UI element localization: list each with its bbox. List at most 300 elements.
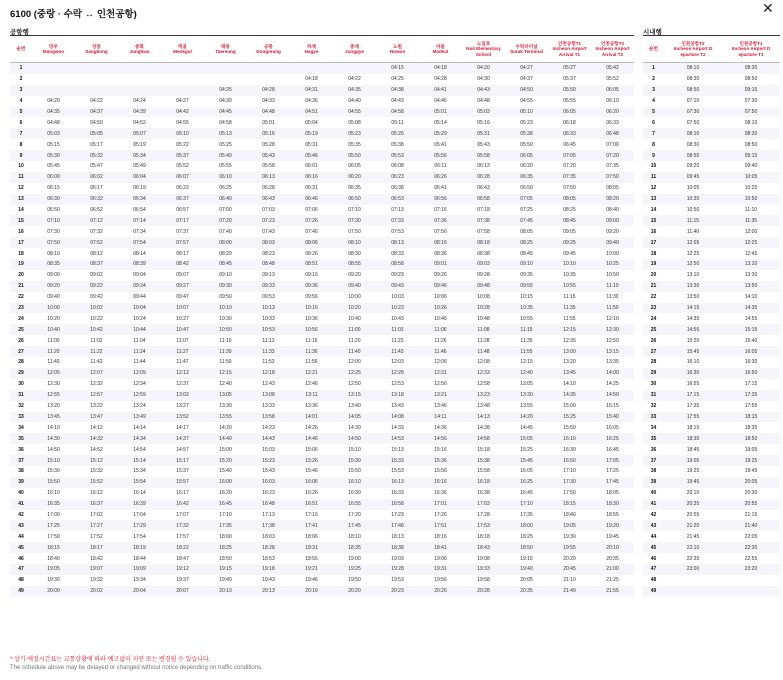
- departure-time: 17:10: [219, 511, 232, 518]
- departure-time: 13:24: [133, 403, 146, 410]
- departure-time: [333, 63, 376, 74]
- departure-time: 05:58: [262, 163, 275, 170]
- departure-time: 07:20: [204, 215, 247, 226]
- departure-time: 09:07: [176, 272, 189, 279]
- row-number: 4: [19, 98, 23, 105]
- departure-time: 13:15: [333, 390, 376, 401]
- departure-time: [722, 586, 780, 597]
- departure-time: 19:45: [744, 468, 758, 475]
- departure-time: 16:20: [219, 490, 232, 497]
- departure-time: 08:10: [47, 250, 60, 257]
- departure-time: 07:30: [664, 107, 722, 118]
- departure-time: 09:10: [722, 85, 780, 96]
- departure-time: 10:00: [606, 250, 619, 257]
- departure-time: 14:35: [548, 390, 591, 401]
- departure-time: 05:03: [32, 128, 75, 139]
- departure-time: 20:55: [686, 511, 700, 518]
- departure-time: 13:22: [90, 403, 103, 410]
- departure-time: 19:37: [176, 577, 189, 584]
- departure-time: 16:33: [391, 490, 404, 497]
- departure-time: 12:40: [505, 368, 548, 379]
- table-row: [643, 390, 780, 401]
- departure-time: 05:07: [118, 128, 161, 139]
- departure-time: 15:26: [290, 455, 333, 466]
- departure-time: 07:52: [75, 237, 118, 248]
- departure-time: 14:26: [305, 424, 318, 431]
- departure-time: [664, 586, 722, 597]
- departure-time: 08:35: [32, 259, 75, 270]
- departure-time: 04:27: [176, 98, 189, 105]
- departure-time: 05:10: [161, 128, 204, 139]
- table-row: [10, 586, 634, 597]
- departure-time: 08:05: [548, 194, 591, 205]
- departure-time: 15:33: [376, 455, 419, 466]
- column-header: 수락터미널 Surak Terminal: [505, 36, 548, 63]
- departure-time: 15:32: [90, 468, 103, 475]
- departure-time: 05:14: [434, 119, 447, 126]
- departure-time: 04:55: [176, 119, 189, 126]
- departure-time: 07:45: [505, 215, 548, 226]
- departure-time: 15:50: [32, 477, 75, 488]
- departure-time: 18:10: [348, 533, 361, 540]
- departure-time: 11:20: [348, 337, 361, 344]
- departure-time: 20:13: [247, 586, 290, 597]
- row-number: 14: [650, 207, 657, 214]
- departure-time: 06:43: [477, 185, 490, 192]
- departure-time: 15:40: [219, 468, 232, 475]
- table-row: [10, 215, 634, 226]
- departure-time: 14:00: [591, 368, 634, 379]
- departure-time: 14:08: [376, 412, 419, 423]
- departure-time: 21:10: [563, 577, 576, 584]
- row-number: 4: [652, 98, 655, 105]
- departure-time: 17:15: [744, 381, 758, 388]
- departure-time: 17:00: [47, 511, 60, 518]
- departure-time: 06:10: [606, 98, 619, 105]
- row-number: 31: [643, 390, 664, 401]
- departure-time: 06:50: [520, 185, 533, 192]
- row-number: 33: [643, 412, 664, 423]
- departure-time: 13:10: [722, 259, 780, 270]
- departure-time: 11:15: [505, 324, 548, 335]
- departure-time: 19:56: [434, 577, 447, 584]
- departure-time: 18:25: [204, 542, 247, 553]
- departure-time: 13:20: [47, 403, 60, 410]
- departure-time: 06:02: [75, 172, 118, 183]
- departure-time: 06:19: [133, 185, 146, 192]
- airport-bound-timetable: [10, 35, 634, 597]
- departure-time: 14:30: [348, 424, 361, 431]
- row-number: 10: [650, 163, 657, 170]
- departure-time: 21:40: [548, 586, 591, 597]
- table-row: [643, 205, 780, 216]
- departure-time: 05:58: [462, 150, 505, 161]
- table-row: [10, 553, 634, 564]
- departure-time: 16:23: [262, 490, 275, 497]
- departure-time: 18:00: [505, 520, 548, 531]
- departure-time: 21:55: [591, 586, 634, 597]
- departure-time: 04:43: [462, 85, 505, 96]
- departure-time: 07:00: [219, 207, 232, 214]
- departure-time: 13:43: [391, 403, 404, 410]
- row-number: 11: [643, 172, 664, 183]
- departure-time: 20:00: [32, 586, 75, 597]
- departure-time: 14:40: [204, 433, 247, 444]
- departure-time: 04:37: [75, 107, 118, 118]
- departure-time: 14:20: [505, 412, 548, 423]
- departure-time: 11:15: [664, 215, 722, 226]
- departure-time: 14:43: [247, 433, 290, 444]
- table-row: [643, 150, 780, 161]
- row-number: 46: [650, 555, 657, 562]
- table-row: [643, 161, 780, 172]
- departure-time: 13:46: [434, 403, 447, 410]
- departure-time: 19:55: [548, 542, 591, 553]
- departure-time: 16:14: [133, 490, 146, 497]
- table-row: [643, 259, 780, 270]
- row-number: 21: [643, 281, 664, 292]
- departure-time: 15:00: [563, 403, 576, 410]
- departure-time: 04:52: [133, 119, 146, 126]
- departure-time: 11:28: [477, 337, 490, 344]
- departure-time: 13:21: [419, 390, 462, 401]
- departure-time: 16:38: [477, 490, 490, 497]
- departure-time: 10:50: [686, 207, 700, 214]
- departure-time: 09:20: [686, 163, 700, 170]
- departure-time: 05:01: [262, 119, 275, 126]
- row-number: 33: [10, 412, 32, 423]
- departure-time: 07:53: [391, 228, 404, 235]
- departure-time: 17:50: [563, 490, 576, 497]
- column-header: 인천공항T1 Incheon Airport D eparture T1: [722, 36, 780, 63]
- departure-time: 08:30: [686, 141, 700, 148]
- departure-time: 19:05: [744, 446, 758, 453]
- departure-time: 15:10: [348, 446, 361, 453]
- row-number: 7: [10, 128, 32, 139]
- departure-time: 19:25: [686, 468, 700, 475]
- departure-time: 17:55: [664, 412, 722, 423]
- departure-time: 13:02: [161, 390, 204, 401]
- departure-time: 06:13: [477, 163, 490, 170]
- row-number: 20: [18, 272, 24, 279]
- departure-time: 16:45: [204, 499, 247, 510]
- departure-time: 09:13: [262, 272, 275, 279]
- departure-time: [204, 74, 247, 85]
- departure-time: 14:37: [161, 433, 204, 444]
- departure-time: 14:20: [219, 424, 232, 431]
- departure-time: 10:55: [548, 281, 591, 292]
- departure-time: 06:32: [75, 194, 118, 205]
- departure-time: 13:30: [505, 390, 548, 401]
- departure-time: 14:50: [591, 390, 634, 401]
- departure-time: 04:58: [219, 119, 232, 126]
- table-row: [10, 226, 634, 237]
- row-number: 30: [650, 381, 657, 388]
- departure-time: 06:56: [419, 194, 462, 205]
- table-row: [10, 194, 634, 205]
- departure-time: 14:10: [47, 424, 60, 431]
- table-row: [10, 96, 634, 107]
- row-number: 19: [643, 259, 664, 270]
- departure-time: 17:52: [90, 533, 103, 540]
- departure-time: 15:14: [118, 455, 161, 466]
- departure-time: 12:40: [219, 381, 232, 388]
- table-row: [10, 324, 634, 335]
- departure-time: 07:32: [90, 228, 103, 235]
- row-number: 31: [10, 390, 32, 401]
- departure-time: 09:33: [247, 281, 290, 292]
- departure-time: 19:18: [247, 564, 290, 575]
- page-title: 6100 (중랑 · 수락 ↔ 인천공항): [10, 9, 137, 20]
- departure-time: 08:30: [348, 250, 361, 257]
- departure-time: 10:48: [477, 315, 490, 322]
- table-row: [643, 531, 780, 542]
- departure-time: 07:57: [161, 237, 204, 248]
- departure-time: [75, 85, 118, 96]
- departure-time: 19:25: [722, 455, 780, 466]
- departure-time: 14:50: [333, 433, 376, 444]
- departure-time: 09:02: [90, 272, 103, 279]
- table-row: [643, 128, 780, 139]
- departure-time: 11:13: [262, 337, 275, 344]
- departure-time: 15:15: [606, 403, 619, 410]
- row-number: 15: [643, 215, 664, 226]
- departure-time: 10:00: [348, 294, 361, 301]
- departure-time: 08:10: [664, 63, 722, 74]
- departure-time: 09:42: [90, 294, 103, 301]
- departure-time: 06:05: [548, 107, 591, 118]
- departure-time: 14:14: [133, 424, 146, 431]
- departure-time: 10:03: [391, 294, 404, 301]
- departure-time: 11:10: [591, 281, 634, 292]
- departure-time: 06:22: [176, 185, 189, 192]
- row-number: 34: [650, 424, 657, 431]
- row-number: 28: [18, 359, 24, 366]
- departure-time: 11:40: [686, 228, 700, 235]
- departure-time: 14:10: [563, 381, 576, 388]
- departure-time: 19:34: [133, 577, 146, 584]
- departure-time: 21:25: [606, 577, 619, 584]
- departure-time: 17:04: [133, 511, 146, 518]
- row-number: 16: [650, 228, 657, 235]
- departure-time: 06:43: [247, 194, 290, 205]
- departure-time: 04:55: [333, 107, 376, 118]
- row-number: 37: [10, 455, 32, 466]
- departure-time: 12:56: [434, 381, 447, 388]
- departure-time: 22:55: [744, 555, 758, 562]
- departure-time: 06:33: [606, 119, 619, 126]
- departure-time: 08:05: [520, 228, 533, 235]
- departure-time: 17:10: [563, 468, 576, 475]
- departure-time: 19:53: [391, 577, 404, 584]
- departure-time: 20:05: [722, 477, 780, 488]
- departure-time: 15:46: [305, 468, 318, 475]
- departure-time: 10:25: [591, 259, 634, 270]
- departure-time: 16:50: [722, 368, 780, 379]
- departure-time: 18:53: [262, 555, 275, 562]
- departure-time: 17:38: [247, 520, 290, 531]
- departure-time: 09:01: [419, 259, 462, 270]
- departure-time: 22:10: [664, 542, 722, 553]
- departure-time: 08:50: [664, 85, 722, 96]
- departure-time: 04:45: [204, 107, 247, 118]
- table-row: [643, 237, 780, 248]
- departure-time: 16:30: [664, 368, 722, 379]
- close-icon[interactable]: ✕: [762, 0, 774, 16]
- departure-time: 11:35: [520, 337, 533, 344]
- departure-time: 09:23: [391, 272, 404, 279]
- row-number: 32: [18, 403, 24, 410]
- departure-time: 15:36: [419, 455, 462, 466]
- row-number: 35: [10, 433, 32, 444]
- departure-time: 17:35: [204, 520, 247, 531]
- departure-time: 15:52: [75, 477, 118, 488]
- table-row: [10, 510, 634, 521]
- departure-time: 09:55: [505, 281, 548, 292]
- departure-time: 18:35: [333, 542, 376, 553]
- departure-time: 06:11: [434, 163, 447, 170]
- departure-time: 17:30: [548, 477, 591, 488]
- departure-time: 17:55: [744, 403, 758, 410]
- table-row: [10, 117, 634, 128]
- departure-time: 20:35: [505, 586, 548, 597]
- departure-time: 04:31: [290, 85, 333, 96]
- departure-time: 08:05: [606, 185, 619, 192]
- departure-time: 10:33: [262, 315, 275, 322]
- departure-time: 18:42: [90, 555, 103, 562]
- departure-time: 07:54: [118, 237, 161, 248]
- departure-time: 05:17: [90, 141, 103, 148]
- departure-time: 04:40: [348, 98, 361, 105]
- departure-time: 10:22: [90, 315, 103, 322]
- departure-time: 12:03: [391, 359, 404, 366]
- row-number: 24: [650, 315, 657, 322]
- table-row: [10, 531, 634, 542]
- departure-time: 06:57: [176, 207, 189, 214]
- departure-time: 13:49: [118, 412, 161, 423]
- departure-time: 16:48: [247, 499, 290, 510]
- row-number: 16: [18, 228, 24, 235]
- column-header: 중계 Junggye: [333, 36, 376, 63]
- row-number: 3: [10, 85, 32, 96]
- departure-time: 10:47: [161, 324, 204, 335]
- departure-time: 07:35: [606, 163, 619, 170]
- departure-time: 12:58: [477, 381, 490, 388]
- section-label-city-bound: 시내행: [643, 29, 662, 36]
- departure-time: 13:00: [548, 346, 591, 357]
- table-row: [643, 107, 780, 118]
- departure-time: 10:40: [348, 315, 361, 322]
- departure-time: 06:28: [262, 185, 275, 192]
- departure-time: 09:20: [32, 281, 75, 292]
- table-row: [10, 161, 634, 172]
- departure-time: 14:35: [686, 315, 700, 322]
- row-number: 39: [10, 477, 32, 488]
- table-row: [643, 553, 780, 564]
- departure-time: 06:53: [376, 194, 419, 205]
- departure-time: 07:37: [176, 228, 189, 235]
- departure-time: 07:25: [520, 207, 533, 214]
- departure-time: 14:23: [262, 424, 275, 431]
- departure-time: 06:50: [333, 194, 376, 205]
- departure-time: [161, 74, 204, 85]
- column-header: 하계 Hagye: [290, 36, 333, 63]
- departure-time: 05:34: [118, 150, 161, 161]
- table-row: [10, 564, 634, 575]
- departure-time: 20:28: [462, 586, 505, 597]
- departure-time: 04:18: [419, 63, 462, 74]
- table-row: [643, 63, 780, 74]
- departure-time: 06:40: [204, 194, 247, 205]
- departure-time: 12:35: [563, 337, 576, 344]
- departure-time: 05:32: [75, 150, 118, 161]
- column-header: 노일초 Noil Elementary School: [462, 36, 505, 63]
- departure-time: 19:20: [591, 520, 634, 531]
- row-number: 41: [10, 499, 32, 510]
- departure-time: 14:53: [376, 433, 419, 444]
- table-row: [643, 542, 780, 553]
- departure-time: 18:25: [520, 533, 533, 540]
- departure-time: 12:59: [118, 390, 161, 401]
- departure-time: 14:17: [176, 424, 189, 431]
- departure-time: 08:40: [606, 207, 619, 214]
- departure-time: 07:18: [477, 207, 490, 214]
- departure-time: [204, 63, 247, 74]
- departure-time: 04:36: [305, 98, 318, 105]
- departure-time: 08:12: [90, 250, 103, 257]
- departure-time: 05:05: [75, 128, 118, 139]
- departure-time: 20:07: [161, 586, 204, 597]
- departure-time: 11:10: [744, 207, 758, 214]
- departure-time: 10:23: [376, 303, 419, 314]
- departure-time: 09:20: [348, 272, 361, 279]
- departure-time: 05:40: [204, 150, 247, 161]
- departure-time: 16:39: [118, 499, 161, 510]
- departure-time: 11:30: [606, 294, 619, 301]
- departure-time: 13:33: [262, 403, 275, 410]
- departure-time: 13:47: [75, 412, 118, 423]
- departure-time: 06:05: [348, 163, 361, 170]
- departure-time: 16:12: [90, 490, 103, 497]
- row-number: 1: [643, 63, 664, 74]
- departure-time: 19:46: [305, 577, 318, 584]
- departure-time: 06:46: [290, 194, 333, 205]
- departure-time: 09:20: [606, 228, 619, 235]
- departure-time: 05:47: [90, 163, 103, 170]
- table-row: [643, 422, 780, 433]
- departure-time: 18:50: [219, 555, 232, 562]
- departure-time: 15:45: [664, 346, 722, 357]
- departure-time: 06:17: [90, 185, 103, 192]
- departure-time: 15:16: [434, 446, 447, 453]
- table-row: [10, 444, 634, 455]
- departure-time: 11:23: [391, 337, 404, 344]
- departure-time: 16:03: [247, 477, 290, 488]
- departure-time: 05:19: [290, 128, 333, 139]
- departure-time: 17:03: [462, 499, 505, 510]
- table-row: [10, 63, 634, 74]
- table-row: [643, 520, 780, 531]
- departure-time: 11:46: [419, 346, 462, 357]
- departure-time: 07:00: [606, 141, 619, 148]
- table-row: [643, 466, 780, 477]
- departure-time: 10:06: [434, 294, 447, 301]
- departure-time: 14:55: [744, 315, 758, 322]
- table-row: [10, 346, 634, 357]
- departure-time: 19:50: [348, 577, 361, 584]
- departure-time: 06:35: [505, 172, 548, 183]
- row-number: 26: [18, 337, 24, 344]
